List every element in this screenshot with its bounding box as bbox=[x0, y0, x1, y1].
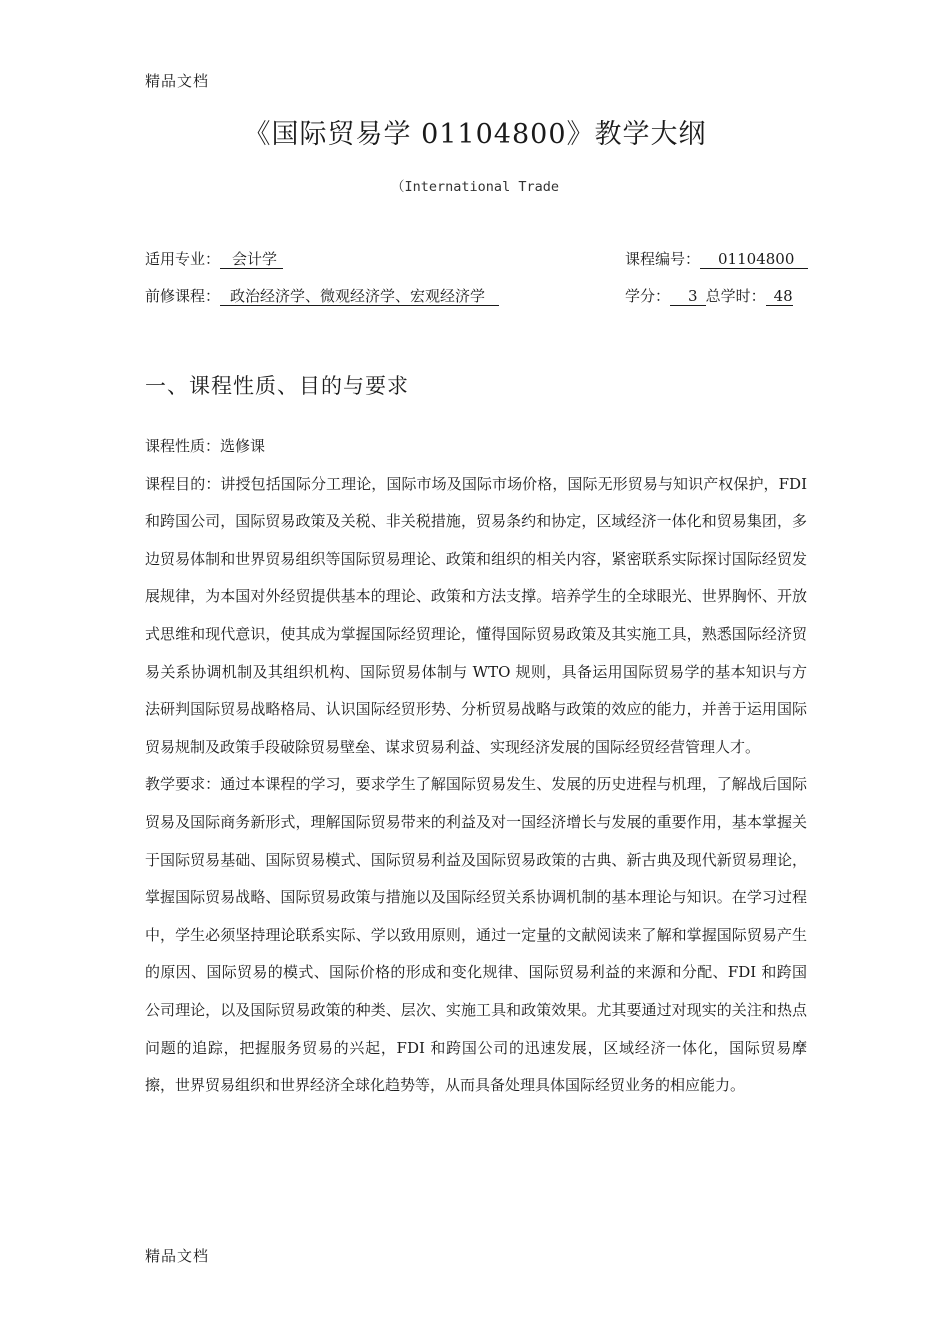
major-label: 适用专业： bbox=[145, 250, 221, 268]
course-requirements: 教学要求：通过本课程的学习，要求学生了解国际贸易发生、发展的历史进程与机理，了解战后国际贸易及国际商务新形式，理解国际贸易带来的利益及对一国经济增长与发展的重要作用，基本掌握关于国际贸易基础、国际贸易模式、国际贸易利益及国际贸易政策的古典、新古典及现代新贸易理论，掌握国际贸易战略、国际贸易政策与措施以及国际经贸关系协调机制的基本理论与知识。在学习过程中，学生必须坚持理论联系实际、学以致用原则，通过一定量的文献阅读来了解和掌握国际贸易产生的原因、国际贸易的模式、国际价格的形成和变化规律、国际贸易利益的来源和分配、FDI 和跨国公司理论，以及国际贸易政策的种类、层次、实施工具和政策效果。尤其要通过对现实的关注和热点问题的追踪，把握服务贸易的兴起，FDI 和跨国公司的迅速发展，区域经济一体化，国际贸易摩擦，世界贸易组织和世界经济全球化趋势等，从而具备处理具体国际经贸业务的相应能力。 bbox=[145, 775, 807, 1095]
major-row bbox=[145, 249, 283, 269]
prereq-row bbox=[145, 286, 499, 306]
course-purpose: 课程目的：讲授包括国际分工理论，国际市场及国际市场价格，国际无形贸易与知识产权保护，FDI 和跨国公司，国际贸易政策及关税、非关税措施，贸易条约和协定，区域经济一体化和贸易集团，多边贸易体制和世界贸易组织等国际贸易理论、政策和组织的相关内容，紧密联系实际探讨国际经贸发展规律，为本国对外经贸提供基本的理论、政策和方法支撑。培养学生的全球眼光、世界胸怀、开放式思维和现代意识，使其成为掌握国际经贸理论，懂得国际贸易政策及其实施工具，熟悉国际经济贸易关系协调机制及其组织机构、国际贸易体制与 WTO 规则，具备运用国际贸易学的基本知识与方法研判国际贸易战略格局、认识国际经贸形势、分析贸易战略与政策的效应的能力，并善于运用国际贸易规制及政策手段破除贸易壁垒、谋求贸易利益、实现经济发展的国际经贸经营管理人才。 bbox=[145, 474, 807, 756]
credit-hours-row bbox=[625, 286, 793, 306]
footer-label: 精品文档 bbox=[145, 1247, 210, 1265]
header-label: 精品文档 bbox=[145, 72, 210, 90]
hours-label: 总学时： bbox=[705, 287, 766, 305]
prereq-value: 政治经济学、微观经济学、宏观经济学 bbox=[220, 287, 499, 306]
credit-value: 3 bbox=[670, 287, 706, 306]
page-subtitle: （International Trade bbox=[391, 179, 559, 195]
major-value: 会计学 bbox=[220, 250, 283, 269]
hours-value: 48 bbox=[766, 287, 793, 306]
credit-label: 学分： bbox=[625, 287, 671, 305]
prereq-label: 前修课程： bbox=[145, 287, 221, 305]
section-body bbox=[145, 428, 807, 1105]
course-code-value: 01104800 bbox=[700, 250, 808, 269]
course-code-row bbox=[625, 249, 808, 269]
course-code-label: 课程编号： bbox=[625, 250, 701, 268]
section-heading: 一、课程性质、目的与要求 bbox=[145, 374, 409, 398]
page-title: 《国际贸易学 01104800》教学大纲 bbox=[243, 119, 707, 150]
course-nature: 课程性质：选修课 bbox=[145, 437, 266, 455]
